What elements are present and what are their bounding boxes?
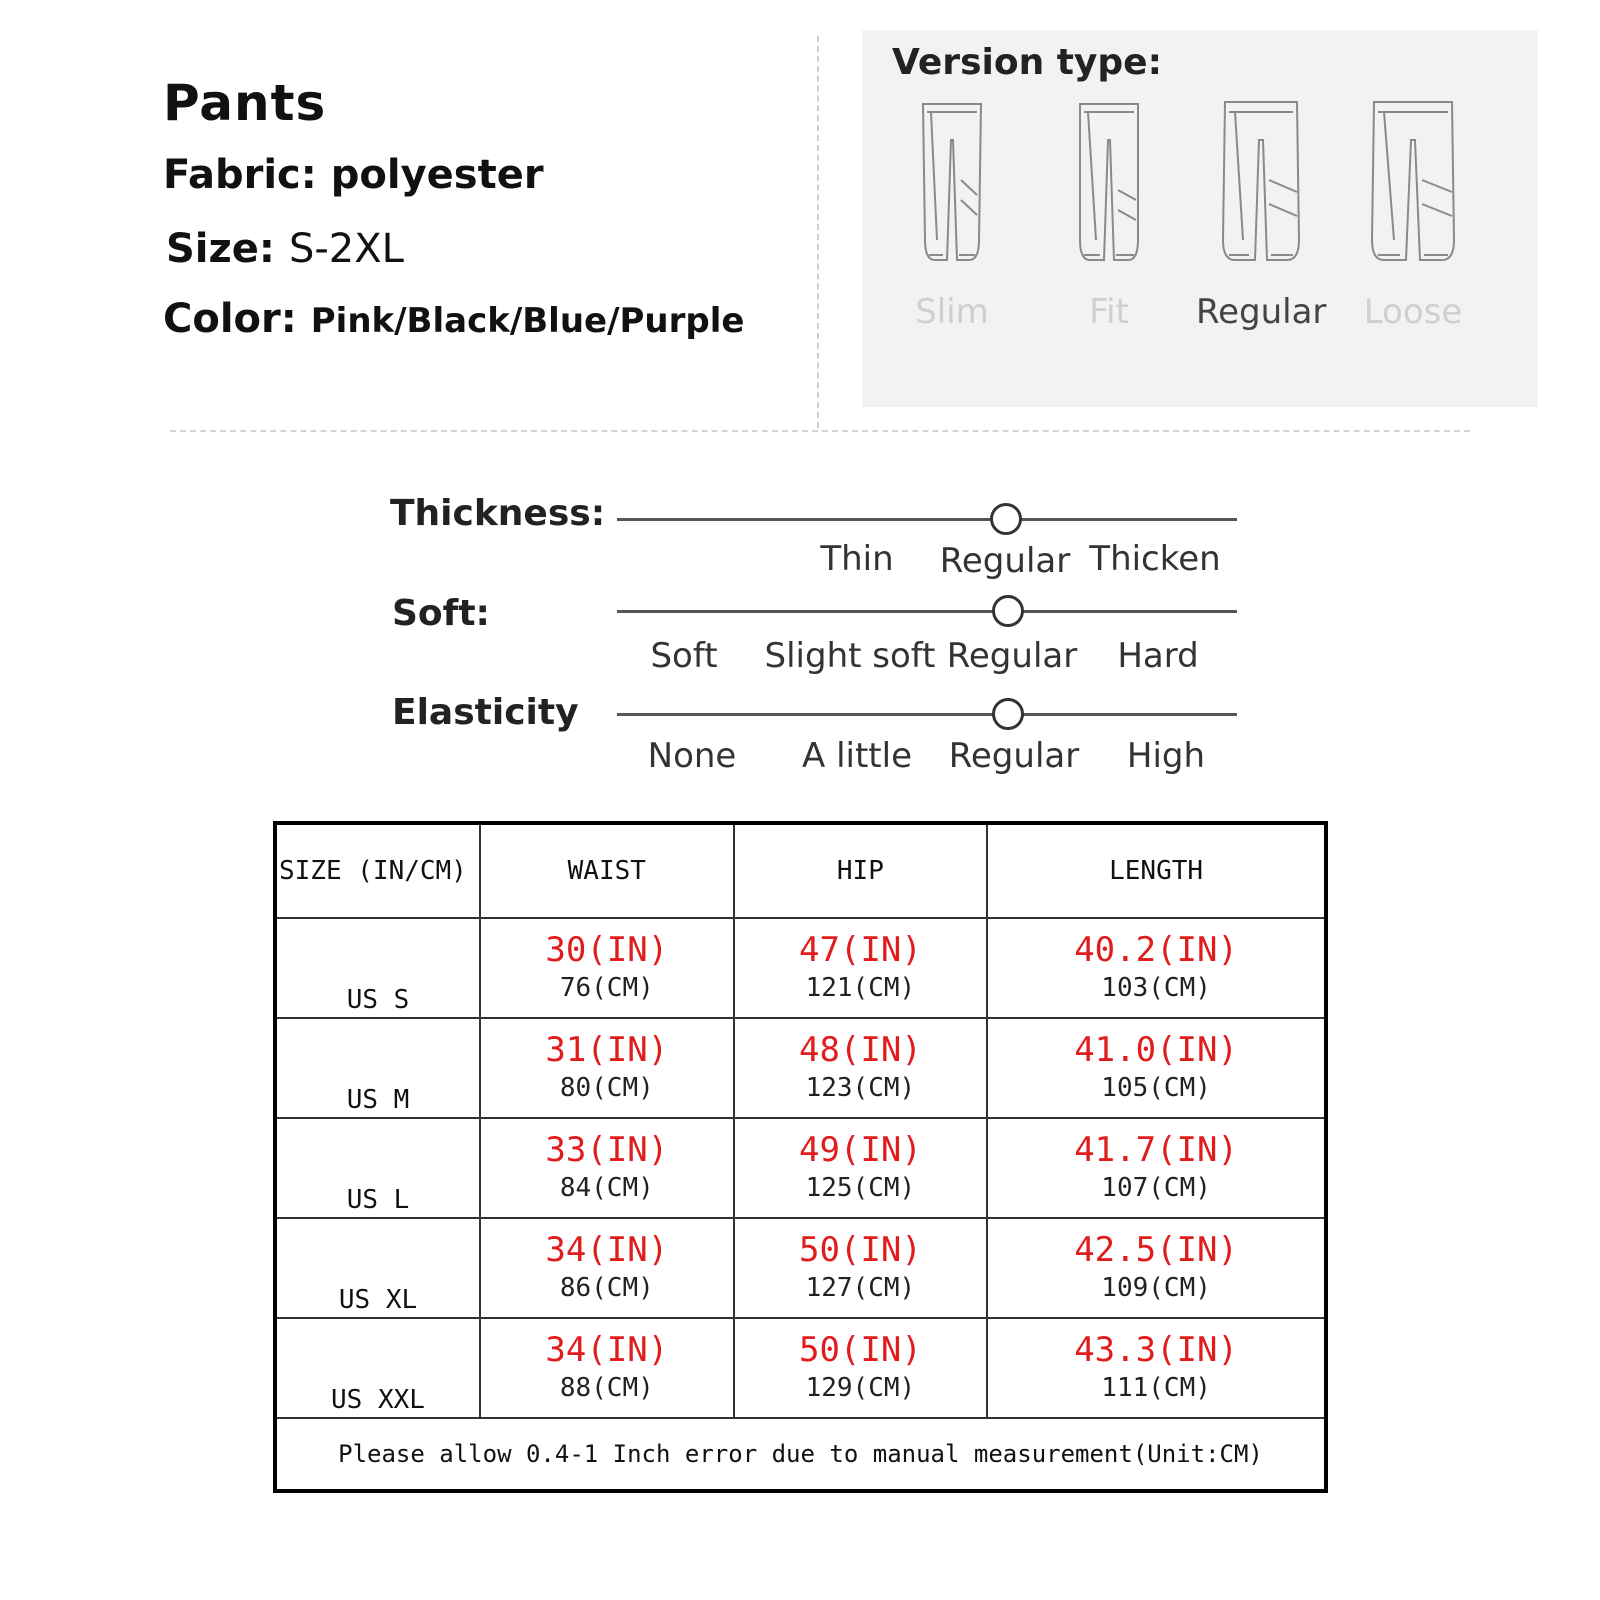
waist-cell <box>480 1118 734 1218</box>
table-row <box>275 918 1326 1018</box>
size-row <box>166 226 404 272</box>
waist-inch: 31(IN) <box>545 1030 669 1070</box>
waist-inch: 33(IN) <box>545 1130 669 1170</box>
size-label: Size: <box>166 226 275 272</box>
hip-inch: 49(IN) <box>798 1130 922 1170</box>
hip-inch: 50(IN) <box>798 1330 922 1370</box>
elasticity-scale-line <box>617 713 1237 716</box>
version-option-regular <box>1196 100 1326 332</box>
hip-inch: 50(IN) <box>798 1230 922 1270</box>
length-cell <box>987 918 1326 1018</box>
waist-inch: 30(IN) <box>545 930 669 970</box>
elasticity-label: Elasticity <box>392 692 579 733</box>
hip-inch: 47(IN) <box>798 930 922 970</box>
size-cell: US XL <box>275 1218 480 1318</box>
thickness-option: Thicken <box>1089 539 1221 579</box>
hip-cm: 121(CM) <box>805 973 916 1003</box>
horizontal-divider <box>170 430 1470 432</box>
table-row <box>275 1218 1326 1318</box>
length-inch: 42.5(IN) <box>1074 1230 1238 1270</box>
size-cell: US S <box>275 918 480 1018</box>
measurement-note: Please allow 0.4-1 Inch error due to manual measurement(Unit:CM) <box>275 1418 1326 1491</box>
version-title: Version type: <box>892 42 1162 83</box>
table-note-row <box>275 1418 1326 1491</box>
version-type-panel <box>862 30 1538 407</box>
version-label-regular: Regular <box>1196 292 1327 332</box>
hip-cm: 123(CM) <box>805 1073 916 1103</box>
elasticity-option: A little <box>802 736 912 776</box>
vertical-divider <box>817 36 819 428</box>
thickness-scale-line <box>617 518 1237 521</box>
hip-inch: 48(IN) <box>798 1030 922 1070</box>
header-size: SIZE (IN/CM) <box>275 823 480 918</box>
waist-cm: 86(CM) <box>559 1273 654 1303</box>
waist-cm: 88(CM) <box>559 1373 654 1403</box>
thickness-option: Thin <box>820 539 894 579</box>
pants-loose-icon <box>1368 100 1458 270</box>
elasticity-option: High <box>1126 736 1206 776</box>
hip-cell <box>734 1018 988 1118</box>
hip-cm: 127(CM) <box>805 1273 916 1303</box>
color-value: Pink/Black/Blue/Purple <box>310 301 745 341</box>
soft-option: Regular <box>946 636 1078 676</box>
length-cell <box>987 1118 1326 1218</box>
hip-cell <box>734 1318 988 1418</box>
waist-cm: 80(CM) <box>559 1073 654 1103</box>
hip-cell <box>734 1118 988 1218</box>
waist-inch: 34(IN) <box>545 1230 669 1270</box>
version-option-slim <box>887 100 1017 332</box>
soft-scale-marker <box>992 595 1024 627</box>
waist-cell <box>480 1218 734 1318</box>
pants-regular-icon <box>1219 100 1303 270</box>
hip-cell <box>734 918 988 1018</box>
length-cm: 103(CM) <box>1101 973 1211 1003</box>
elasticity-option: Regular <box>948 736 1080 776</box>
length-inch: 40.2(IN) <box>1074 930 1238 970</box>
version-option-fit <box>1044 100 1174 332</box>
size-value: S-2XL <box>288 226 404 272</box>
thickness-label: Thickness: <box>390 493 606 534</box>
thickness-scale-marker <box>990 503 1022 535</box>
version-label-loose: Loose <box>1363 292 1463 332</box>
table-row <box>275 1018 1326 1118</box>
fabric-label: Fabric: <box>163 152 317 198</box>
waist-inch: 34(IN) <box>545 1330 669 1370</box>
length-inch: 41.0(IN) <box>1074 1030 1238 1070</box>
header-hip: HIP <box>734 823 988 918</box>
thickness-option: Regular <box>939 541 1071 581</box>
product-title: Pants <box>163 74 327 132</box>
length-cell <box>987 1218 1326 1318</box>
hip-cell <box>734 1218 988 1318</box>
table-header-row <box>275 823 1326 918</box>
version-option-loose <box>1348 100 1478 332</box>
fabric-value: polyester <box>330 152 544 198</box>
length-cell <box>987 1018 1326 1118</box>
pants-slim-icon <box>917 100 987 270</box>
version-label-fit: Fit <box>1089 292 1129 332</box>
version-label-slim: Slim <box>915 292 989 332</box>
waist-cm: 76(CM) <box>559 973 654 1003</box>
size-cell: US L <box>275 1118 480 1218</box>
waist-cm: 84(CM) <box>559 1173 654 1203</box>
soft-option: Hard <box>1117 636 1199 676</box>
header-waist: WAIST <box>480 823 734 918</box>
elasticity-scale-marker <box>992 698 1024 730</box>
hip-cm: 125(CM) <box>805 1173 916 1203</box>
pants-fit-icon <box>1074 100 1144 270</box>
length-cm: 109(CM) <box>1101 1273 1211 1303</box>
length-cm: 105(CM) <box>1101 1073 1211 1103</box>
table-row <box>275 1118 1326 1218</box>
product-info <box>163 74 327 132</box>
size-cell: US XXL <box>275 1318 480 1418</box>
length-inch: 43.3(IN) <box>1074 1330 1238 1370</box>
length-cm: 107(CM) <box>1101 1173 1211 1203</box>
length-cm: 111(CM) <box>1101 1373 1211 1403</box>
fabric-row <box>163 152 544 198</box>
soft-label: Soft: <box>392 593 490 634</box>
waist-cell <box>480 1318 734 1418</box>
header-length: LENGTH <box>987 823 1326 918</box>
size-chart-table <box>273 821 1328 1493</box>
soft-option: Soft <box>650 636 718 676</box>
soft-option: Slight soft <box>764 636 936 676</box>
size-cell: US M <box>275 1018 480 1118</box>
soft-scale-line <box>617 610 1237 613</box>
hip-cm: 129(CM) <box>805 1373 916 1403</box>
color-label: Color: <box>163 296 297 342</box>
length-inch: 41.7(IN) <box>1074 1130 1238 1170</box>
waist-cell <box>480 1018 734 1118</box>
waist-cell <box>480 918 734 1018</box>
length-cell <box>987 1318 1326 1418</box>
table-row <box>275 1318 1326 1418</box>
elasticity-option: None <box>647 736 737 776</box>
color-row <box>163 296 744 342</box>
